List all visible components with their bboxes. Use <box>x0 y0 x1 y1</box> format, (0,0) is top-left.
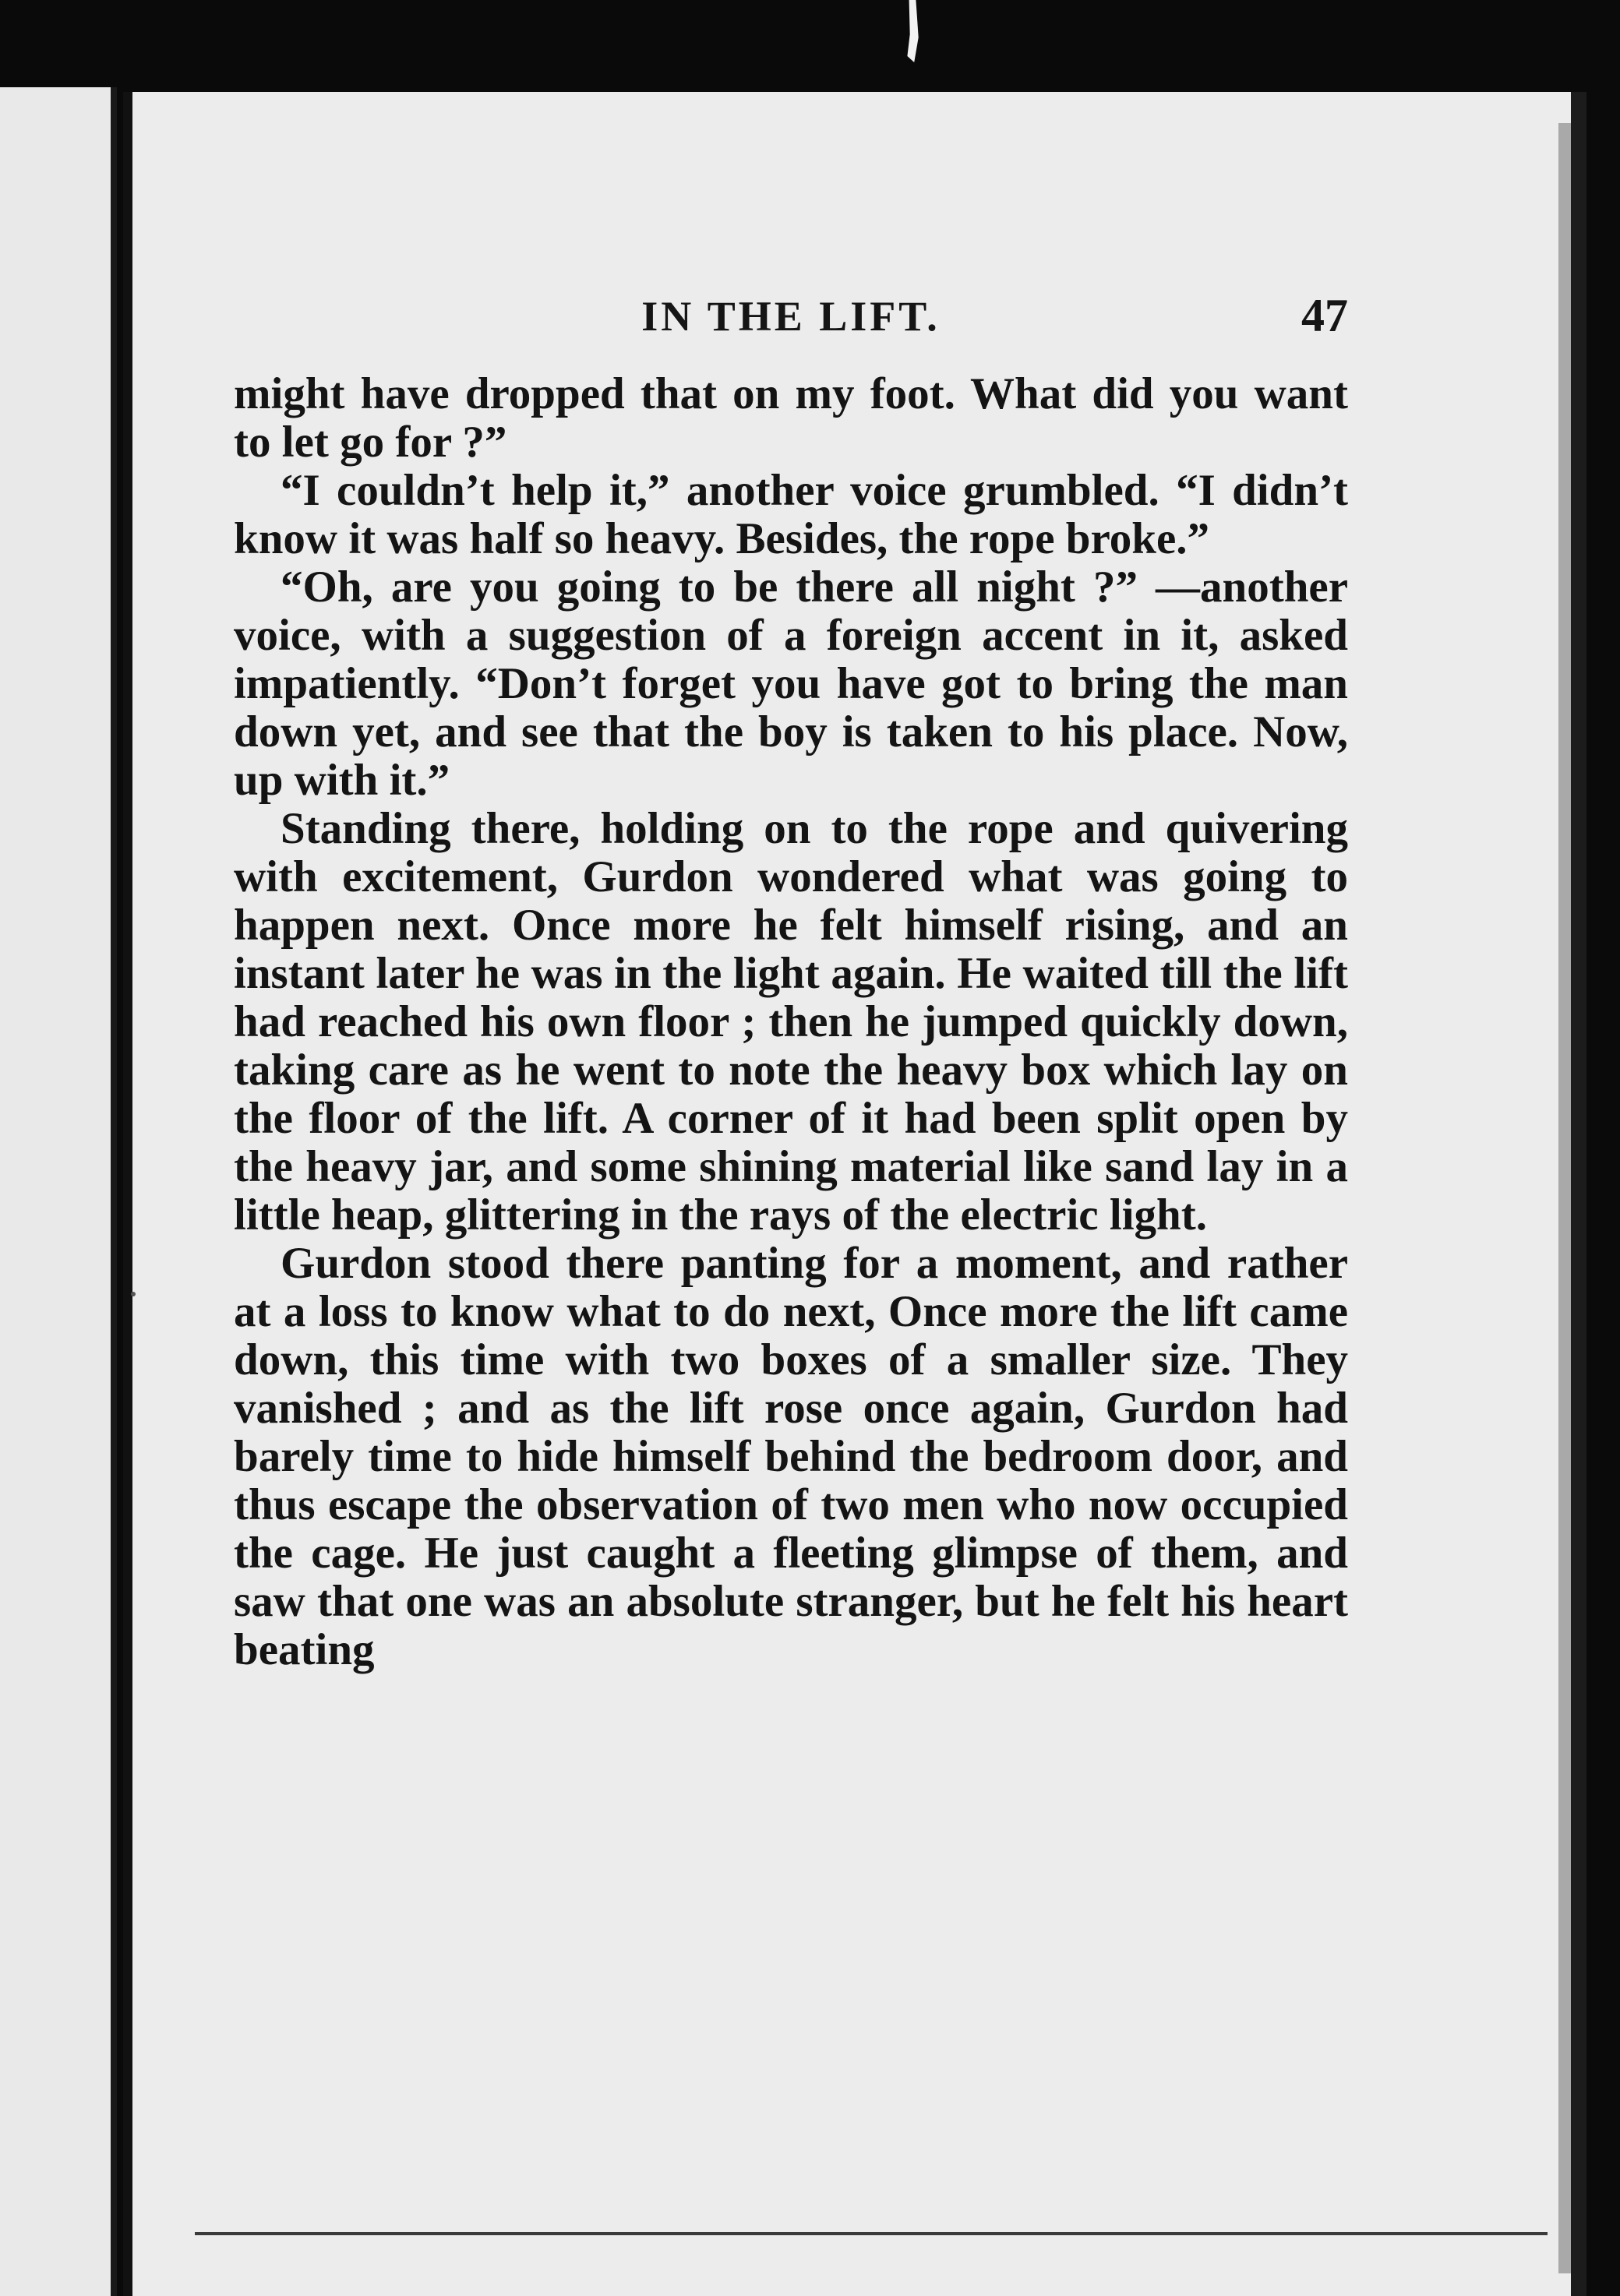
facing-page-edge <box>0 87 117 2296</box>
scan-speck <box>131 1292 136 1296</box>
body-text <box>234 370 1348 1674</box>
facing-page-gutter <box>111 87 117 2296</box>
binding-mark <box>904 0 921 62</box>
chapter-running-title: IN THE LIFT. <box>641 293 941 340</box>
page-edge-shadow <box>1558 123 1571 2273</box>
paragraph-continued: might have dropped that on my foot. What did you want to let go for ?” <box>234 369 1348 467</box>
paragraph: Gurdon stood there panting for a moment, and rather at a loss to know what to do next, Once more the lift came down, this time with two boxes of a smaller size. They vanished ; and as the lift rose once again, Gurdon had barely time to hide himself behind the bedroom door, and thus escape the observation of two men who now occupied the cage. He just caught a fleeting glimpse of them, and saw that one was an absolute stranger, but he felt his heart beating <box>234 1239 1348 1674</box>
paragraph: “I couldn’t help it,” another voice grumbled. “I didn’t know it was half so heavy. Besides, the rope broke.” <box>234 466 1348 563</box>
running-head <box>234 292 1348 354</box>
page-number: 47 <box>1301 290 1348 341</box>
paragraph: “Oh, are you going to be there all night ?” —another voice, with a suggestion of a foreign accent in it, asked impatiently. “Don’t forget you have got to bring the man down yet, and see that the boy is taken to his place. Now, up with it.” <box>234 563 1348 805</box>
page-bottom-edge <box>195 2232 1548 2235</box>
paragraph: Standing there, holding on to the rope and quivering with excitement, Gurdon wondered what was going to happen next. Once more he felt himself rising, and an instant later he was in the light again. He waited till the lift had reached his own floor ; then he jumped quickly down, taking care as he went to note the heavy box which lay on the floor of the lift. A corner of it had been split open by the heavy jar, and some shining material like sand lay in a little heap, glittering in the rays of the electric light. <box>234 804 1348 1240</box>
